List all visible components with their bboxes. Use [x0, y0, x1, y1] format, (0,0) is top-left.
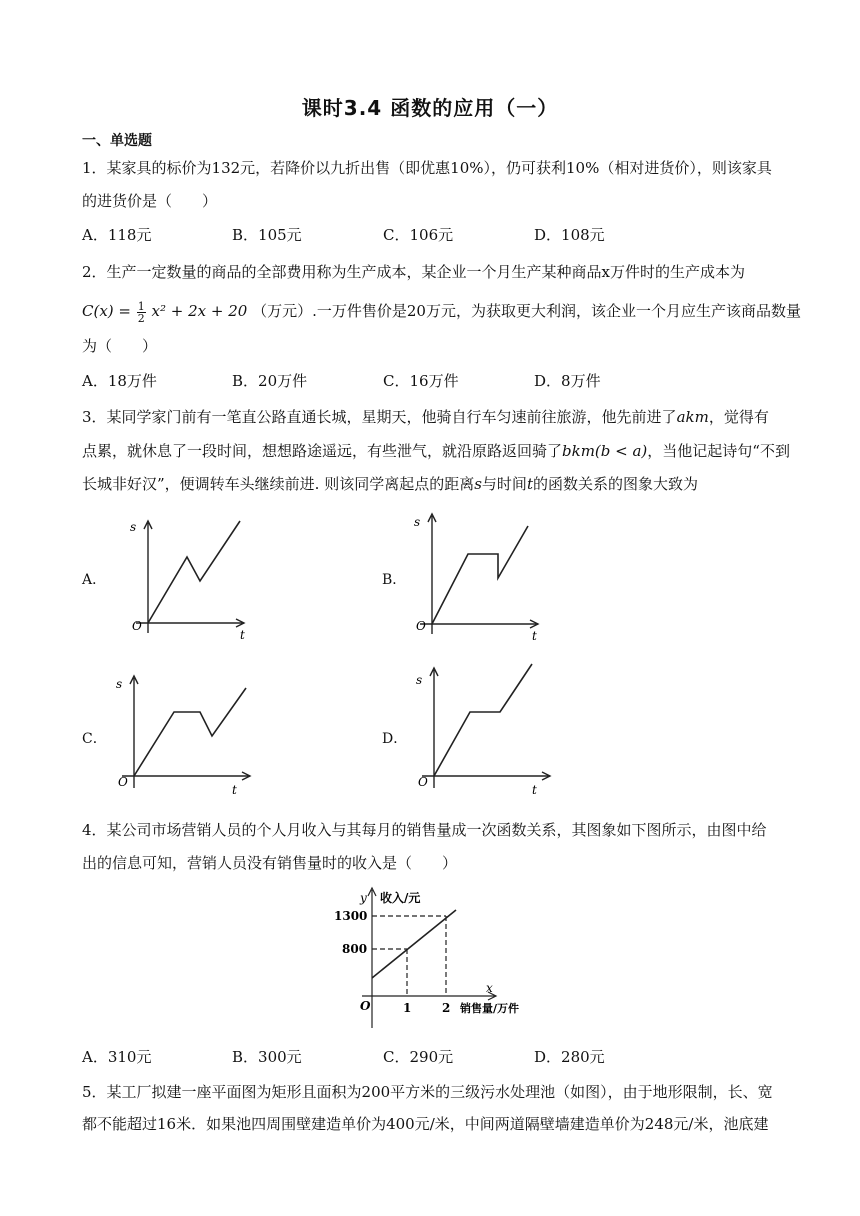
- graph-a-curve: [148, 521, 240, 623]
- q4-option-c: C．290元: [383, 1048, 454, 1066]
- q1-option-c: C．106元: [383, 226, 454, 244]
- graph-b-y-label: s: [414, 515, 421, 529]
- q2-line-2: [82, 298, 801, 324]
- graph-a-origin: O: [132, 619, 142, 633]
- q3-line-3-tail: 的函数关系的图象大致为: [532, 475, 698, 493]
- q3-line-2-text: 点累，就休息了一段时间，想想路途遥远，有些泄气，就沿原路返回骑了: [82, 442, 563, 460]
- q3-var-s: s: [474, 475, 482, 493]
- q4-line-2: 出的信息可知，营销人员没有销售量时的收入是（ ）: [82, 854, 458, 872]
- q3-line-1-tail: ，觉得有: [708, 408, 769, 426]
- q1-option-b: B．105元: [232, 226, 302, 244]
- q3-option-d-label: D．: [382, 731, 408, 747]
- q4-y-tick-1300: 1300: [334, 909, 368, 923]
- graph-c-y-label: s: [116, 677, 123, 691]
- q1-line-2: 的进货价是（ ）: [82, 192, 218, 210]
- q4-x-axis-label: 销售量/万件: [460, 1002, 520, 1015]
- q2-formula-prefix: C(x) =: [82, 302, 131, 320]
- q1-option-d: D．108元: [534, 226, 605, 244]
- q1-line-1: 1．某家具的标价为132元，若降价以九折出售（即优惠10%），仍可获利10%（相对进货价），则该家具: [82, 159, 772, 177]
- q2-formula-suffix: x² + 2x + 20: [151, 302, 248, 320]
- q4-x-tick-2: 2: [442, 1001, 451, 1015]
- q4-option-d: D．280元: [534, 1048, 605, 1066]
- graph-c-curve: [134, 688, 246, 776]
- q5-line-2: 都不能超过16米．如果池四周围壁建造单价为400元/米，中间两道隔壁墙建造单价为248元/米，池底建: [82, 1115, 769, 1133]
- q4-option-a: A．310元: [82, 1048, 152, 1066]
- q3-var-t: t: [526, 475, 533, 493]
- q4-income-chart: [330, 880, 530, 1030]
- q2-formula-fraction: [137, 301, 146, 324]
- q2-option-a: A．18万件: [82, 372, 157, 390]
- q4-y-axis-name: y: [360, 891, 367, 905]
- q3-line-1-text: 3．某同学家门前有一笔直公路直通长城，星期天，他骑自行车匀速前往旅游，他先前进了: [82, 408, 677, 426]
- q4-x-axis-name: x: [486, 981, 493, 995]
- q3-graph-b: [398, 508, 543, 646]
- graph-a-y-label: s: [130, 520, 137, 534]
- q2-fraction-numerator: 1: [137, 299, 145, 313]
- q2-line-1: 2．生产一定数量的商品的全部费用称为生产成本，某企业一个月生产某种商品x万件时的生产成本为: [82, 263, 746, 281]
- graph-a-x-label: t: [240, 628, 245, 642]
- q4-option-b: B．300元: [232, 1048, 302, 1066]
- graph-d-origin: O: [418, 775, 428, 789]
- graph-b-curve: [432, 526, 528, 624]
- q4-x-tick-1: 1: [403, 1001, 412, 1015]
- graph-d-curve: [434, 664, 532, 776]
- q2-option-d: D．8万件: [534, 372, 601, 390]
- q3-line-1: [82, 407, 769, 427]
- q4-y-axis-label: 收入/元: [380, 891, 421, 905]
- q4-origin: O: [360, 999, 371, 1013]
- q4-line-1: 4．某公司市场营销人员的个人月收入与其每月的销售量成一次函数关系，其图象如下图所示，由图中给: [82, 821, 767, 839]
- q3-var-a: akm: [676, 408, 709, 426]
- q4-income-line: [372, 910, 456, 978]
- q3-line-3-mid: 与时间: [481, 475, 527, 493]
- q4-y-tick-800: 800: [342, 942, 368, 956]
- graph-c-origin: O: [118, 775, 128, 789]
- q3-option-c-label: C．: [82, 731, 107, 747]
- q3-line-2: [82, 441, 790, 461]
- q3-line-3: [82, 474, 698, 494]
- page-title: 课时3.4 函数的应用（一）: [301, 96, 559, 120]
- q3-option-b-label: B．: [382, 572, 407, 588]
- q3-line-3-text: 长城非好汉”，便调转车头继续前进. 则该同学离起点的距离: [82, 475, 475, 493]
- q5-line-1: 5．某工厂拟建一座平面图为矩形且面积为200平方米的三级污水处理池（如图），由于地形限制，长、宽: [82, 1083, 773, 1101]
- q3-option-a-label: A．: [82, 572, 107, 588]
- graph-d-x-label: t: [532, 783, 537, 797]
- graph-c-x-label: t: [232, 783, 237, 797]
- q2-fraction-denominator: 2: [137, 311, 145, 325]
- q3-line-2-tail: ，当他记起诗句“不到: [647, 442, 790, 460]
- q1-option-a: A．118元: [82, 226, 152, 244]
- q3-graph-a: [112, 515, 252, 645]
- graph-d-y-label: s: [416, 673, 423, 687]
- section-heading: 一、单选题: [82, 133, 152, 149]
- q3-graph-c: [112, 670, 257, 800]
- q2-option-b: B．20万件: [232, 372, 308, 390]
- q2-line-2-rest: （万元）.一万件售价是20万元，为获取更大利润，该企业一个月应生产该商品数量: [252, 302, 801, 320]
- graph-b-origin: O: [416, 619, 426, 633]
- q3-var-b: bkm(b < a): [562, 442, 648, 460]
- q2-line-3: 为（ ）: [82, 337, 158, 355]
- q3-graph-d: [412, 662, 557, 800]
- graph-b-x-label: t: [532, 629, 537, 643]
- q2-option-c: C．16万件: [383, 372, 459, 390]
